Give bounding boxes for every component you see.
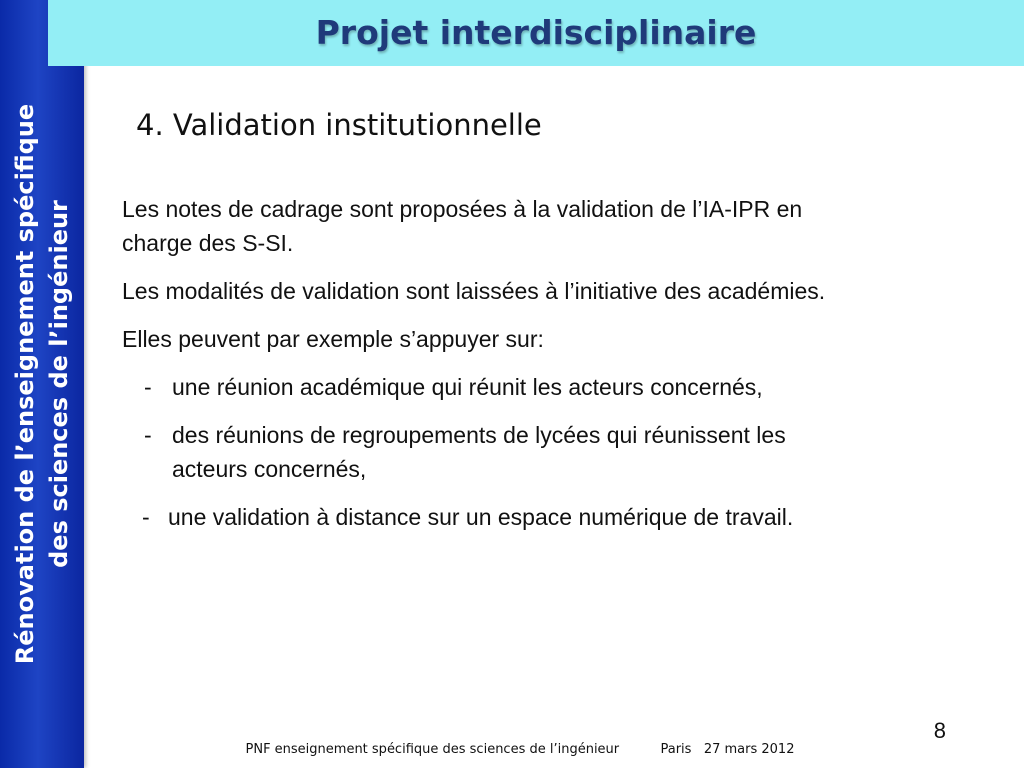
bullet-dash: - <box>144 374 152 400</box>
paragraph-1: Les notes de cadrage sont proposées à la validation de l’IA-IPR en charge des S-SI. <box>122 196 803 256</box>
sidebar-title-line-1: Rénovation de l’enseignement spécifique <box>11 103 39 665</box>
slide-body <box>122 192 862 548</box>
slide-title: Projet interdisciplinaire <box>315 13 757 52</box>
footer <box>180 742 860 757</box>
bullet-dash: - <box>144 422 152 448</box>
page-number: 8 <box>933 718 946 743</box>
bullet-dash: - <box>142 504 150 530</box>
list-item-text: une réunion académique qui réunit les acteurs concernés, <box>172 374 763 400</box>
list-item-text: une validation à distance sur un espace numérique de travail. <box>168 504 794 530</box>
sidebar-title-line-2: des sciences de l’ingénieur <box>45 200 73 568</box>
sidebar-band <box>0 0 84 768</box>
paragraph-3: Elles peuvent par exemple s’appuyer sur: <box>122 326 544 352</box>
list-item <box>122 500 862 534</box>
list-item-text: des réunions de regroupements de lycées qui réunissent les acteurs concernés, <box>172 422 786 482</box>
section-title: 4. Validation institutionnelle <box>136 108 542 142</box>
sidebar-vertical-title <box>8 64 76 704</box>
list-item <box>122 370 862 404</box>
list-item <box>122 418 862 486</box>
footer-left: PNF enseignement spécifique des sciences de l’ingénieur <box>245 742 620 757</box>
paragraph-2: Les modalités de validation sont laissées à l’initiative des académies. <box>122 278 826 304</box>
footer-right: Paris 27 mars 2012 <box>660 742 795 757</box>
